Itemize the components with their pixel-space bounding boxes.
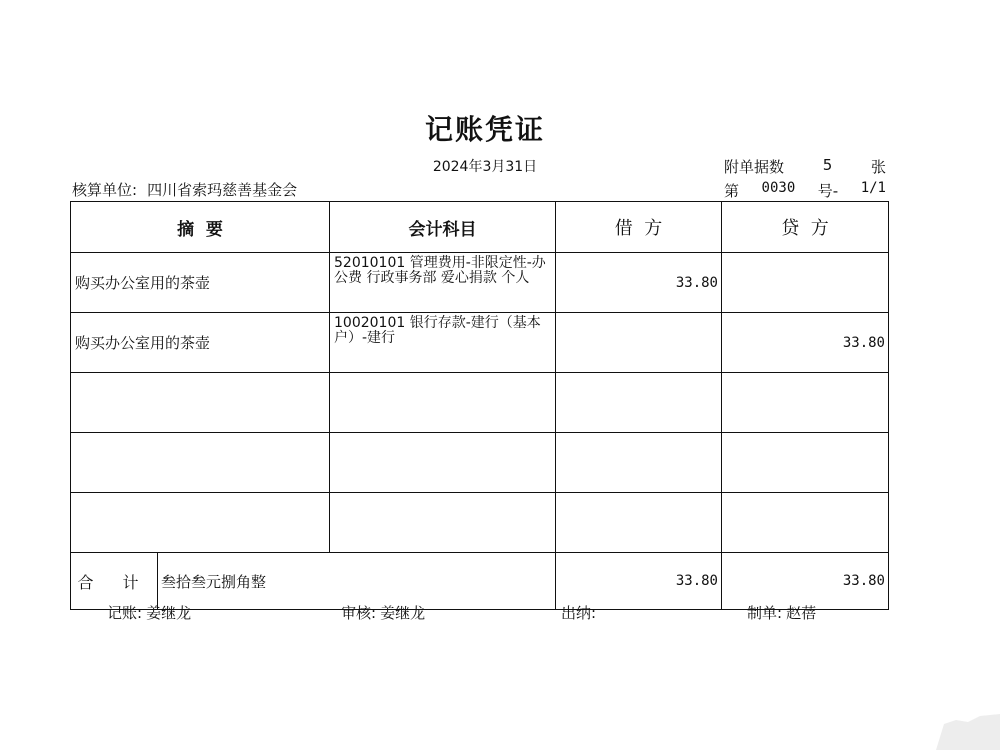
unit-label: 核算单位: bbox=[72, 181, 138, 199]
voucher-title: 记账凭证 bbox=[424, 113, 545, 146]
total-credit: 33.80 bbox=[722, 553, 889, 610]
total-row bbox=[71, 553, 889, 610]
auditor-name: 姜继龙 bbox=[380, 604, 426, 622]
page-number: 1/1 bbox=[860, 180, 886, 196]
row-subject: 10020101 银行存款-建行（基本户）-建行 bbox=[330, 313, 556, 373]
bookkeeper-name: 姜继龙 bbox=[146, 604, 192, 622]
row-credit bbox=[722, 253, 889, 313]
row-subject bbox=[330, 493, 556, 553]
row-credit bbox=[722, 433, 889, 493]
attach-label: 附单据数 bbox=[724, 158, 785, 176]
voucher-number bbox=[724, 180, 886, 201]
attach-unit: 张 bbox=[870, 158, 886, 176]
footer-preparer bbox=[747, 602, 816, 623]
bookkeeper-label: 记账: bbox=[107, 604, 143, 622]
footer-auditor bbox=[341, 602, 425, 623]
header-debit: 借 方 bbox=[556, 202, 722, 253]
cashier-label: 出纳: bbox=[561, 604, 597, 622]
row-summary: 购买办公室用的茶壶 bbox=[71, 313, 330, 373]
footer-bookkeeper bbox=[107, 602, 191, 623]
footer-cashier bbox=[561, 602, 600, 623]
row-debit bbox=[556, 433, 722, 493]
header-summary: 摘 要 bbox=[71, 202, 330, 253]
total-amount-words: 叁拾叁元捌角整 bbox=[158, 553, 556, 610]
row-summary bbox=[71, 373, 330, 433]
attachment-count bbox=[724, 156, 886, 177]
row-debit bbox=[556, 313, 722, 373]
torn-corner bbox=[920, 710, 1000, 750]
row-subject: 52010101 管理费用-非限定性-办公费 行政事务部 爱心捐款 个人 bbox=[330, 253, 556, 313]
table-row bbox=[71, 373, 889, 433]
unit-name: 四川省索玛慈善基金会 bbox=[147, 181, 298, 199]
total-debit: 33.80 bbox=[556, 553, 722, 610]
table-row bbox=[71, 433, 889, 493]
no-suffix: 号- bbox=[817, 182, 839, 200]
table-row bbox=[71, 493, 889, 553]
no-prefix: 第 bbox=[724, 182, 740, 200]
total-label: 合 计 bbox=[71, 553, 158, 610]
row-credit bbox=[722, 373, 889, 433]
row-summary bbox=[71, 433, 330, 493]
table-row bbox=[71, 313, 889, 373]
header-credit: 贷 方 bbox=[722, 202, 889, 253]
row-debit bbox=[556, 373, 722, 433]
header-subject: 会计科目 bbox=[330, 202, 556, 253]
voucher-date: 2024年3月31日 bbox=[432, 159, 538, 175]
accounting-unit bbox=[72, 179, 297, 200]
row-subject bbox=[330, 433, 556, 493]
row-summary: 购买办公室用的茶壶 bbox=[71, 253, 330, 313]
row-debit bbox=[556, 493, 722, 553]
row-debit: 33.80 bbox=[556, 253, 722, 313]
row-summary bbox=[71, 493, 330, 553]
row-credit bbox=[722, 493, 889, 553]
table-row bbox=[71, 253, 889, 313]
preparer-name: 赵蓓 bbox=[786, 604, 817, 622]
attach-count: 5 bbox=[822, 156, 833, 174]
no-value: 0030 bbox=[761, 180, 796, 196]
row-subject bbox=[330, 373, 556, 433]
row-credit: 33.80 bbox=[722, 313, 889, 373]
auditor-label: 审核: bbox=[341, 604, 377, 622]
preparer-label: 制单: bbox=[747, 604, 783, 622]
table-header-row bbox=[71, 202, 889, 253]
voucher-table bbox=[70, 201, 889, 610]
